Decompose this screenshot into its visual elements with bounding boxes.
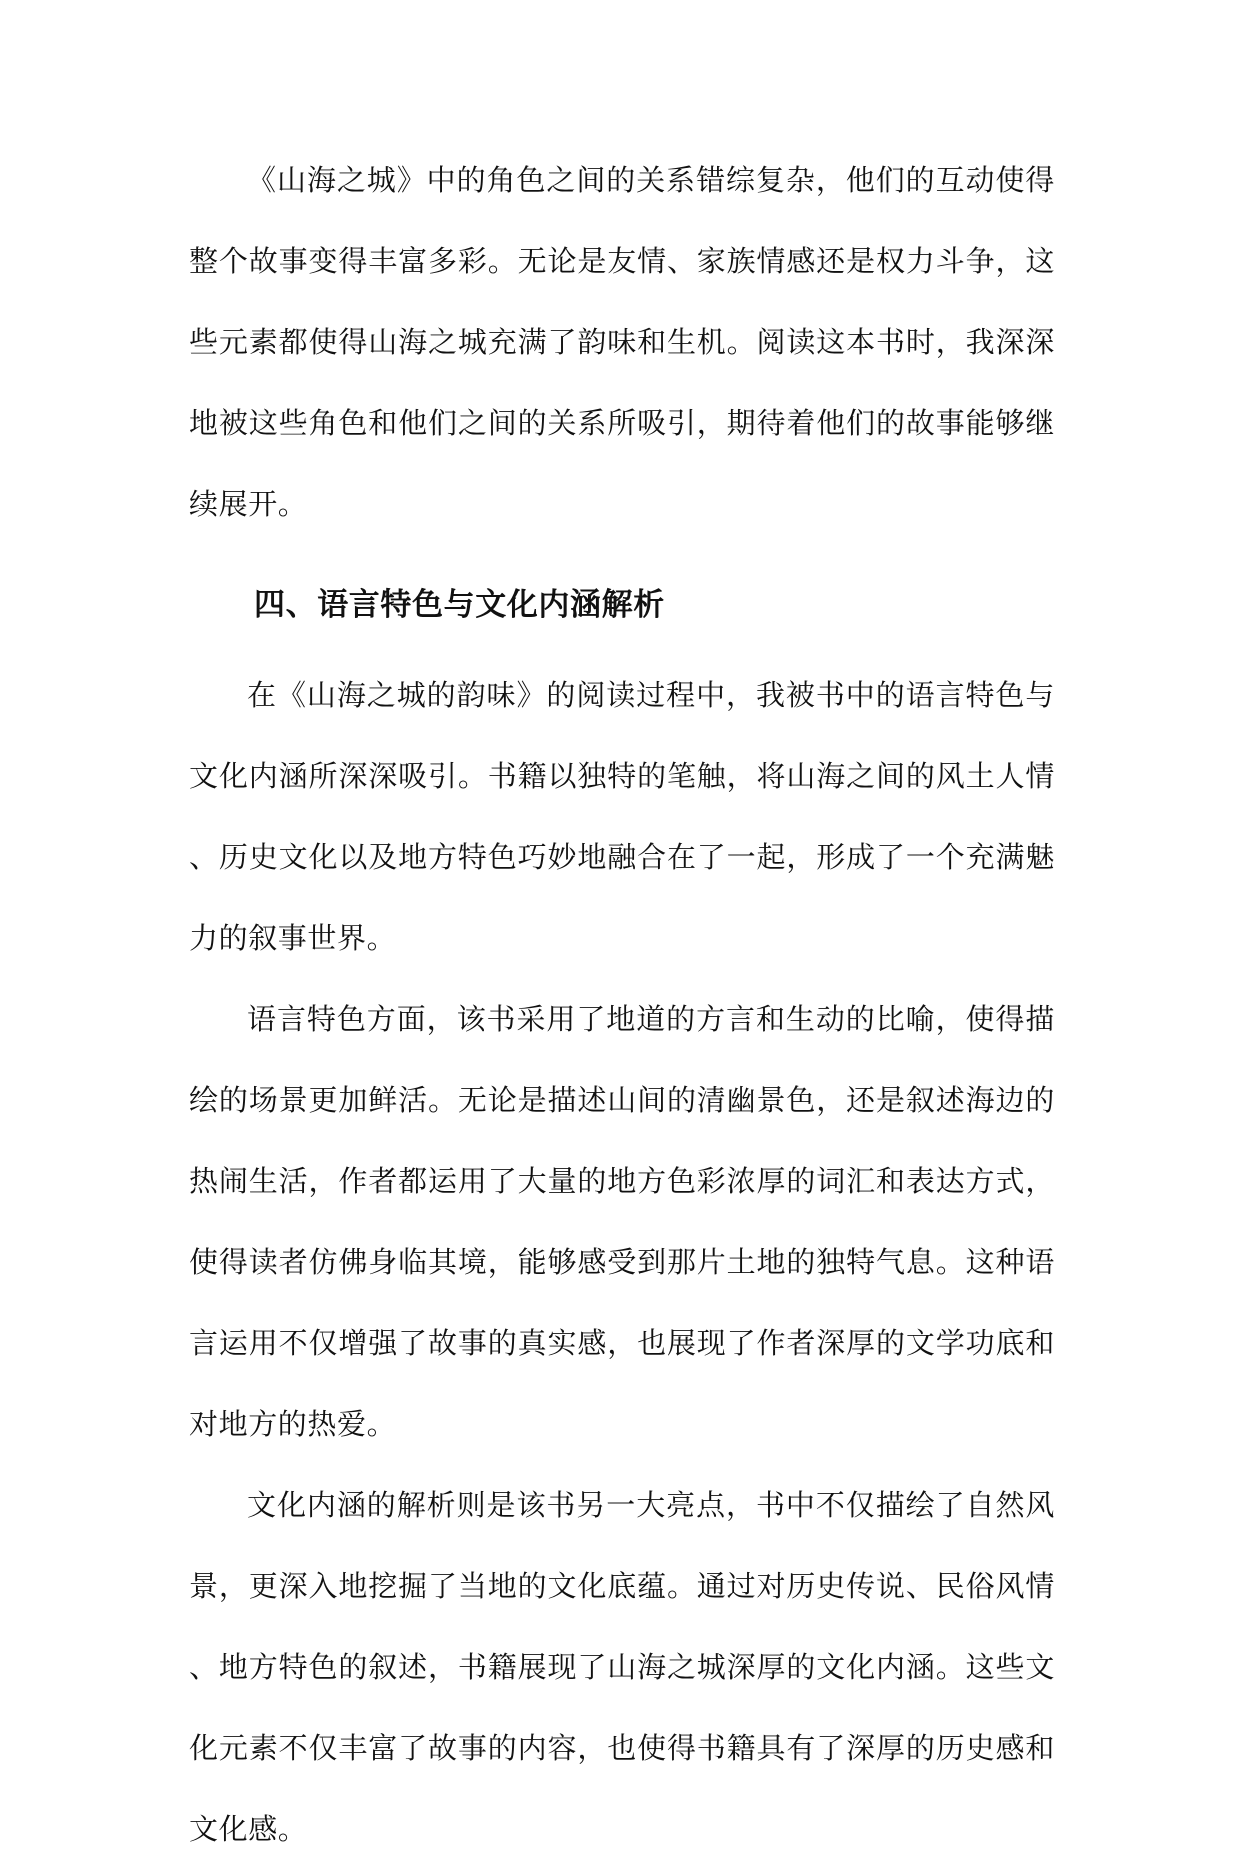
document-body: [189, 140, 1055, 1870]
paragraph-cultural-connotation: 文化内涵的解析则是该书另一大亮点，书中不仅描绘了自然风景，更深入地挖掘了当地的文化底蕴。通过对历史传说、民俗风情、地方特色的叙述，书籍展现了山海之城深厚的文化内涵。这些文化元素不仅丰富了故事的内容，也使得书籍具有了深厚的历史感和文化感。: [189, 1488, 1055, 1846]
paragraph-language-features: 语言特色方面，该书采用了地道的方言和生动的比喻，使得描绘的场景更加鲜活。无论是描述山间的清幽景色，还是叙述海边的热闹生活，作者都运用了大量的地方色彩浓厚的词汇和表达方式，使得读者仿佛身临其境，能够感受到那片土地的独特气息。这种语言运用不仅增强了故事的真实感，也展现了作者深厚的文学功底和对地方的热爱。: [189, 1002, 1055, 1441]
section-heading: 四、语言特色与文化内涵解析: [254, 587, 665, 623]
paragraph-reading-impression: 在《山海之城的韵味》的阅读过程中，我被书中的语言特色与文化内涵所深深吸引。书籍以独特的笔触，将山海之间的风土人情、历史文化以及地方特色巧妙地融合在了一起，形成了一个充满魅力的叙事世界。: [189, 678, 1055, 955]
paragraph-character-relationships: 《山海之城》中的角色之间的关系错综复杂，他们的互动使得整个故事变得丰富多彩。无论是友情、家族情感还是权力斗争，这些元素都使得山海之城充满了韵味和生机。阅读这本书时，我深深地被这些角色和他们之间的关系所吸引，期待着他们的故事能够继续展开。: [189, 163, 1055, 521]
